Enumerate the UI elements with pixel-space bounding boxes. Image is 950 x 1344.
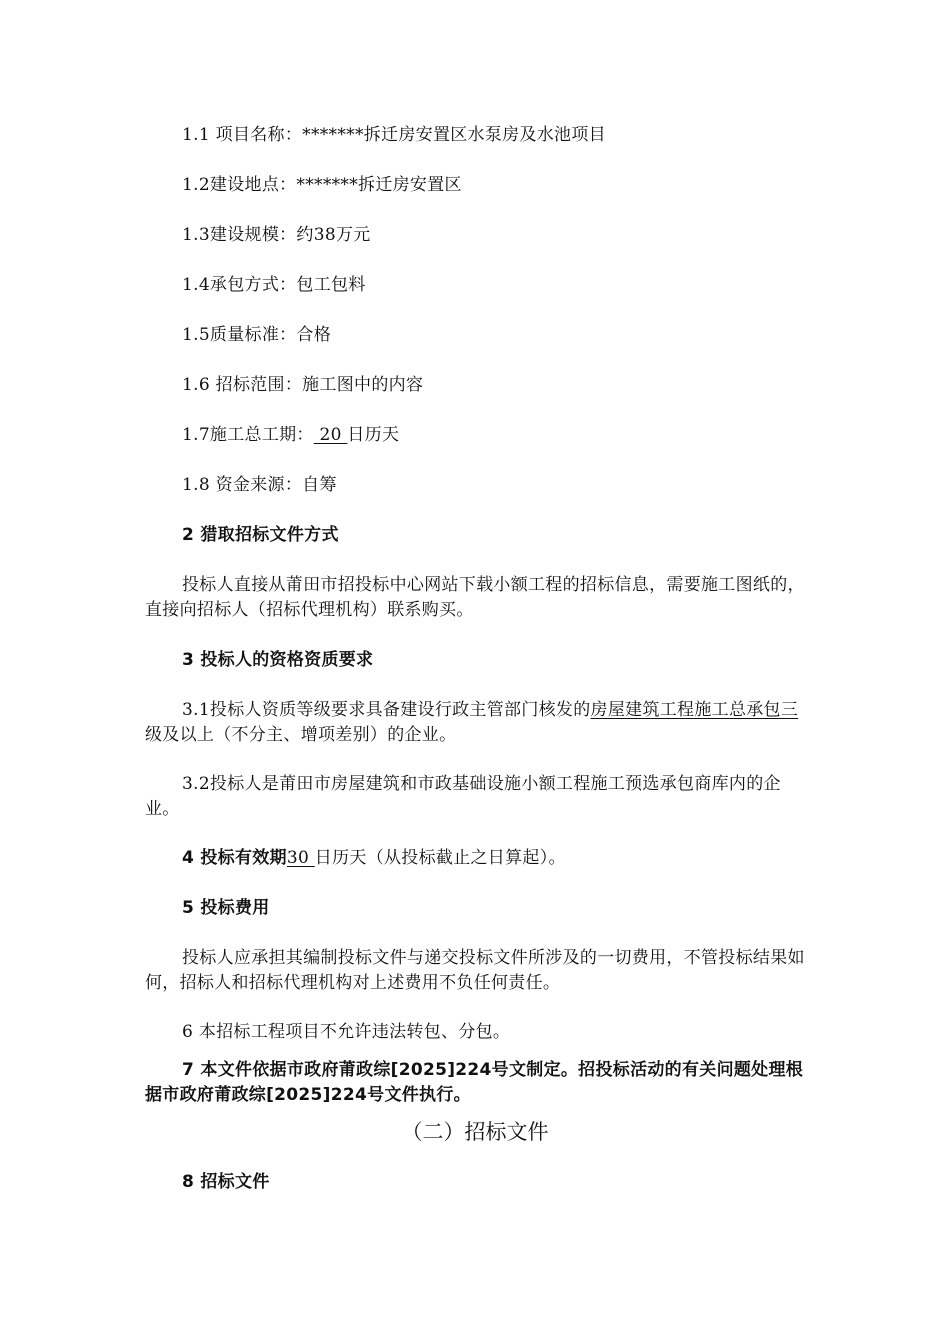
item-project-name: 1.1 项目名称：*******拆迁房安置区水泵房及水池项目	[182, 125, 606, 145]
section-4-value: 30	[286, 848, 315, 868]
section-4-prefix: 4 投标有效期	[182, 848, 287, 868]
part-2-title: （二）招标文件	[401, 1120, 549, 1144]
section-3-p1-qualification: 房屋建筑工程施工总承包三	[590, 700, 799, 720]
section-5-heading: 5 投标费用	[182, 898, 270, 918]
section-4-validity	[182, 846, 566, 871]
item-location: 1.2建设地点：*******拆迁房安置区	[182, 175, 462, 195]
item-scale: 1.3建设规模：约38万元	[182, 225, 371, 245]
item-duration	[182, 423, 399, 448]
section-3-p1-suffix: 级及以上（不分主、增项差别）的企业。	[145, 725, 457, 745]
section-4-suffix: 日历天（从投标截止之日算起）。	[314, 848, 566, 868]
duration-suffix: 日历天	[347, 425, 400, 445]
section-7-text: 7 本文件依据市政府莆政综[2025]224号文制定。招投标活动的有关问题处理根据市政府莆政综[2025]224号文件执行。	[145, 1060, 804, 1105]
section-3-paragraph-2: 3.2投标人是莆田市房屋建筑和市政基础设施小额工程施工预选承包商库内的企业。	[145, 774, 781, 819]
duration-value: 20	[313, 425, 348, 445]
section-8-heading: 8 招标文件	[182, 1172, 270, 1192]
section-2-heading: 2 猎取招标文件方式	[182, 525, 339, 545]
section-3-p1-prefix: 3.1投标人资质等级要求具备建设行政主管部门核发的	[182, 700, 591, 720]
section-3-heading: 3 投标人的资格资质要求	[182, 650, 374, 670]
item-quality: 1.5质量标准：合格	[182, 325, 332, 345]
item-scope: 1.6 招标范围：施工图中的内容	[182, 375, 424, 395]
item-funding: 1.8 资金来源：自筹	[182, 475, 337, 495]
section-6-text: 6 本招标工程项目不允许违法转包、分包。	[182, 1022, 511, 1042]
duration-prefix: 1.7施工总工期：	[182, 425, 314, 445]
item-contract-mode: 1.4承包方式：包工包料	[182, 275, 366, 295]
section-5-body: 投标人应承担其编制投标文件与递交投标文件所涉及的一切费用，不管投标结果如何，招标人和招标代理机构对上述费用不负任何责任。	[145, 948, 805, 993]
section-2-body: 投标人直接从莆田市招投标中心网站下载小额工程的招标信息，需要施工图纸的，直接向招标人（招标代理机构）联系购买。	[145, 575, 805, 620]
section-3-paragraph-1	[145, 698, 810, 748]
